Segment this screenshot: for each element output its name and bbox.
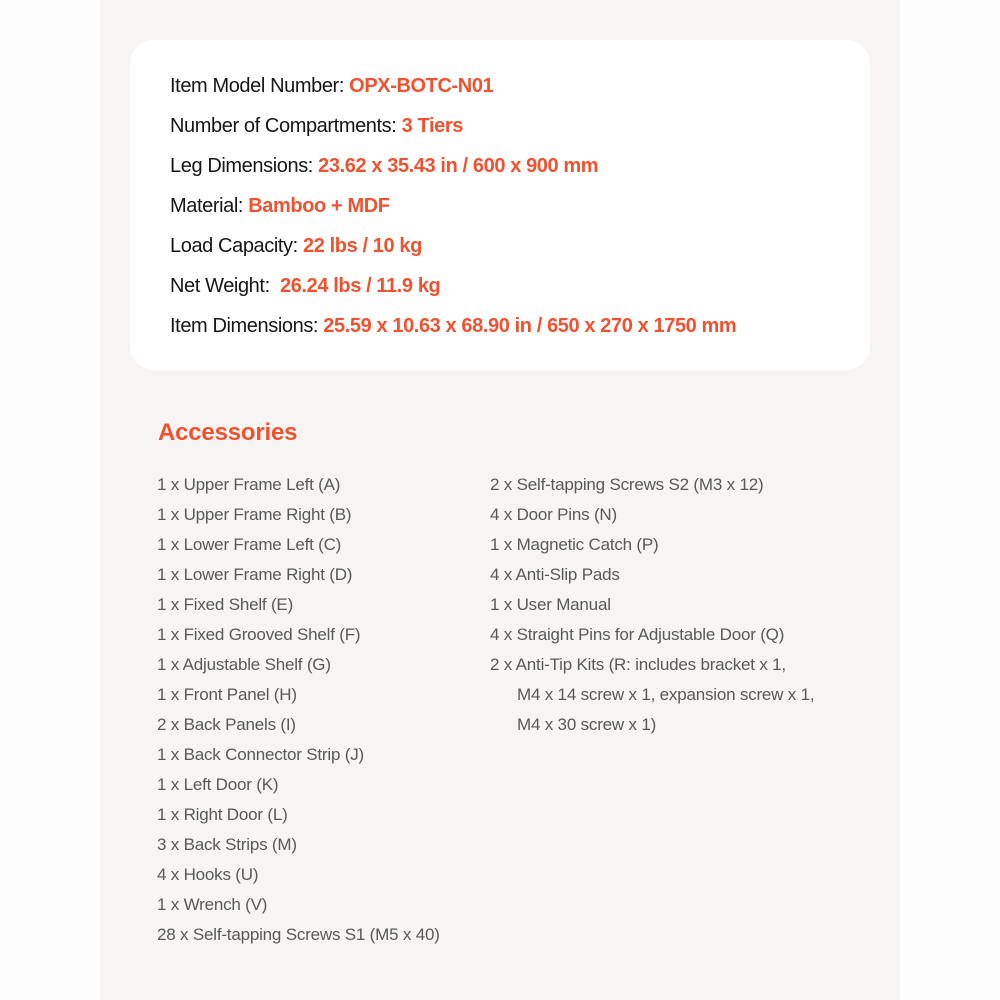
spec-value: 23.62 x 35.43 in / 600 x 900 mm [318,155,599,177]
list-item: 3 x Back Strips (M) [157,835,297,854]
list-item: 2 x Self-tapping Screws S2 (M3 x 12) [490,475,764,494]
spec-row [170,226,842,266]
list-item: 4 x Straight Pins for Adjustable Door (Q) [490,625,785,644]
list-item: 1 x Fixed Shelf (E) [157,595,294,614]
list-item: 1 x Wrench (V) [157,895,268,914]
list-item: M4 x 30 screw x 1) [517,715,657,734]
spec-row [170,266,842,306]
list-item: 1 x Upper Frame Left (A) [157,475,341,494]
list-item: 2 x Back Panels (I) [157,715,296,734]
spec-value: OPX-BOTC-N01 [349,75,494,97]
list-item: 1 x Left Door (K) [157,775,279,794]
list-item: 1 x Lower Frame Right (D) [157,565,353,584]
list-item: 1 x Upper Frame Right (B) [157,505,352,524]
spec-row [170,66,842,106]
list-item: M4 x 14 screw x 1, expansion screw x 1, [517,685,815,704]
accessories-heading: Accessories [158,419,298,446]
spec-label: Load Capacity: [170,235,298,257]
spec-value: 25.59 x 10.63 x 68.90 in / 650 x 270 x 1750 mm [323,315,737,337]
spec-row [170,186,842,226]
list-item: 1 x Adjustable Shelf (G) [157,655,331,674]
list-item: 4 x Hooks (U) [157,865,259,884]
list-item: 1 x Fixed Grooved Shelf (F) [157,625,361,644]
spec-label: Net Weight: [170,275,275,297]
spec-row [170,306,842,346]
spec-label: Item Dimensions: [170,315,319,337]
spec-value: 26.24 lbs / 11.9 kg [280,275,441,297]
list-item: 2 x Anti-Tip Kits (R: includes bracket x 1, [490,655,786,674]
list-item: 4 x Door Pins (N) [490,505,617,524]
spec-row [170,106,842,146]
list-item: 4 x Anti-Slip Pads [490,565,620,584]
content-panel [100,0,900,1000]
spec-label: Leg Dimensions: [170,155,313,177]
list-item: 1 x Magnetic Catch (P) [490,535,659,554]
accessories-right-column [490,470,870,950]
spec-value: Bamboo + MDF [248,195,390,217]
list-item: 28 x Self-tapping Screws S1 (M5 x 40) [157,925,440,944]
spec-value: 3 Tiers [401,115,463,137]
accessories-left-column [157,470,490,950]
list-item: 1 x Back Connector Strip (J) [157,745,364,764]
spec-row [170,146,842,186]
list-item: 1 x User Manual [490,595,611,614]
spec-label: Number of Compartments: [170,115,397,137]
list-item: 1 x Right Door (L) [157,805,288,824]
list-item: 1 x Lower Frame Left (C) [157,535,342,554]
accessories-list [157,470,870,950]
spec-list [170,66,842,346]
spec-value: 22 lbs / 10 kg [303,235,422,257]
spec-label: Item Model Number: [170,75,344,97]
list-item: 1 x Front Panel (H) [157,685,297,704]
specifications-card [130,40,870,370]
spec-label: Material: [170,195,244,217]
